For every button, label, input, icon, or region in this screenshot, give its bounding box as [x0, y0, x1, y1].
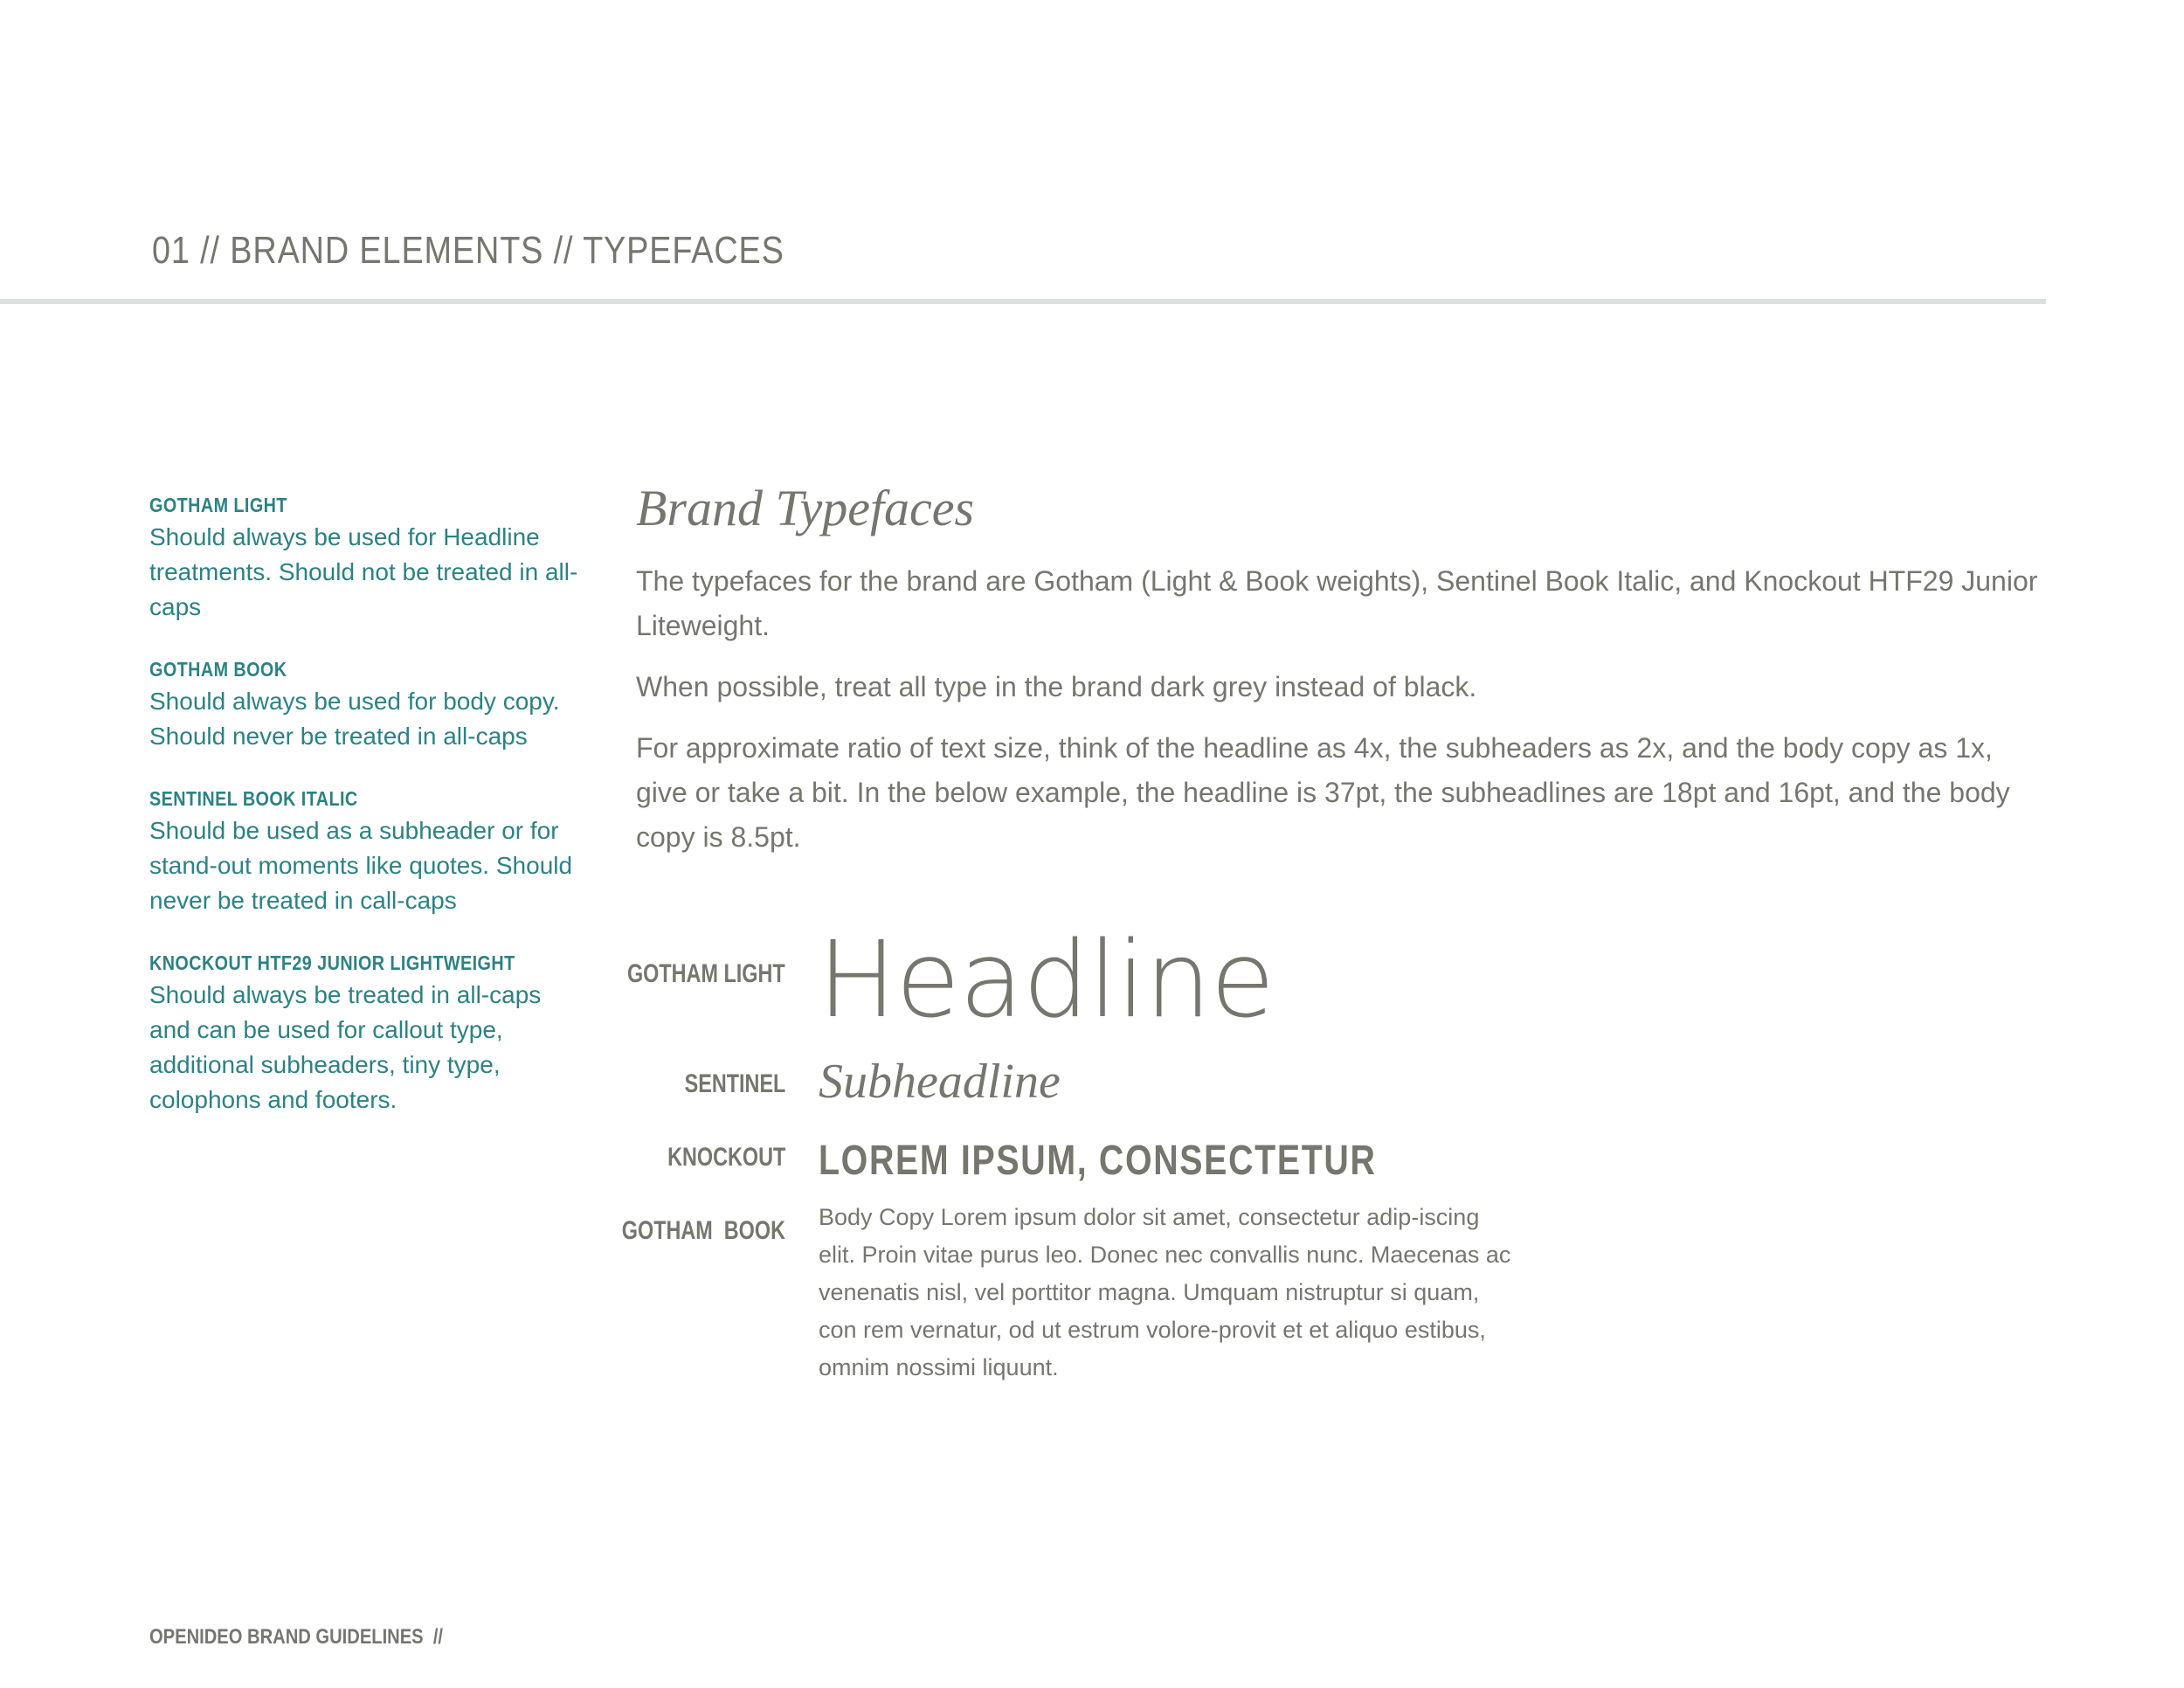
intro-text	[636, 559, 2051, 876]
note-description: Should be used as a subheader or for stand-out moments like quotes. Should never be treated in call-caps	[149, 817, 573, 914]
note-knockout	[149, 949, 586, 1117]
note-gotham-book	[149, 655, 586, 754]
specimen-label-knockout: KNOCKOUT	[667, 1143, 785, 1172]
intro-paragraph: For approximate ratio of text size, think of the headline as 4x, the subheaders as 2x, and the body copy as 1x, give or take a bit. In the below example, the headline is 37pt, the subheadlines are 18pt and 16pt, and the body copy is 8.5pt.	[636, 732, 2010, 853]
specimen-label-sentinel: SENTINEL	[684, 1069, 785, 1098]
intro-paragraph: The typefaces for the brand are Gotham (Light & Book weights), Sentinel Book Italic, and Knockout HTF29 Junior Liteweight.	[636, 565, 2038, 641]
page-footer: OPENIDEO BRAND GUIDELINES //	[149, 1625, 444, 1649]
header-divider	[0, 299, 2046, 304]
specimen-subheadline: Subheadline	[819, 1055, 1061, 1109]
note-sentinel-book-italic	[149, 785, 586, 918]
note-label: SENTINEL BOOK ITALIC	[149, 787, 358, 810]
note-label: KNOCKOUT HTF29 JUNIOR LIGHTWEIGHT	[149, 951, 515, 974]
specimen-label-gotham-book: GOTHAM BOOK	[621, 1216, 785, 1245]
intro-paragraph: When possible, treat all type in the brand dark grey instead of black.	[636, 671, 1477, 702]
note-label: GOTHAM BOOK	[149, 658, 287, 681]
typeface-notes-sidebar	[149, 491, 586, 1148]
specimen-callout: LOREM IPSUM, CONSECTETUR	[819, 1138, 1377, 1184]
specimen-headline: Headline	[818, 920, 1275, 1041]
specimen-label-gotham-light: GOTHAM LIGHT	[627, 959, 785, 988]
note-description: Should always be used for Headline treatments. Should not be treated in all-caps	[149, 523, 578, 620]
note-description: Should always be used for body copy. Should never be treated in all-caps	[149, 688, 560, 750]
page-title: 01 // BRAND ELEMENTS // TYPEFACES	[152, 229, 784, 272]
note-gotham-light	[149, 491, 586, 625]
note-description: Should always be treated in all-caps and can be used for callout type, additional subheaders, tiny type, colophons and footers.	[149, 981, 542, 1113]
note-label: GOTHAM LIGHT	[149, 494, 287, 516]
specimen-body-copy: Body Copy Lorem ipsum dolor sit amet, consectetur adip-iscing elit. Proin vitae purus leo. Donec nec convallis nunc. Maecenas ac venenatis nisl, vel porttitor magna. Umquam nistruptur si quam, con rem vernatur, od ut estrum volore-provit et et aliquo estibus, omnim nossimi liquunt.	[819, 1204, 1511, 1380]
section-title: Brand Typefaces	[636, 480, 975, 536]
